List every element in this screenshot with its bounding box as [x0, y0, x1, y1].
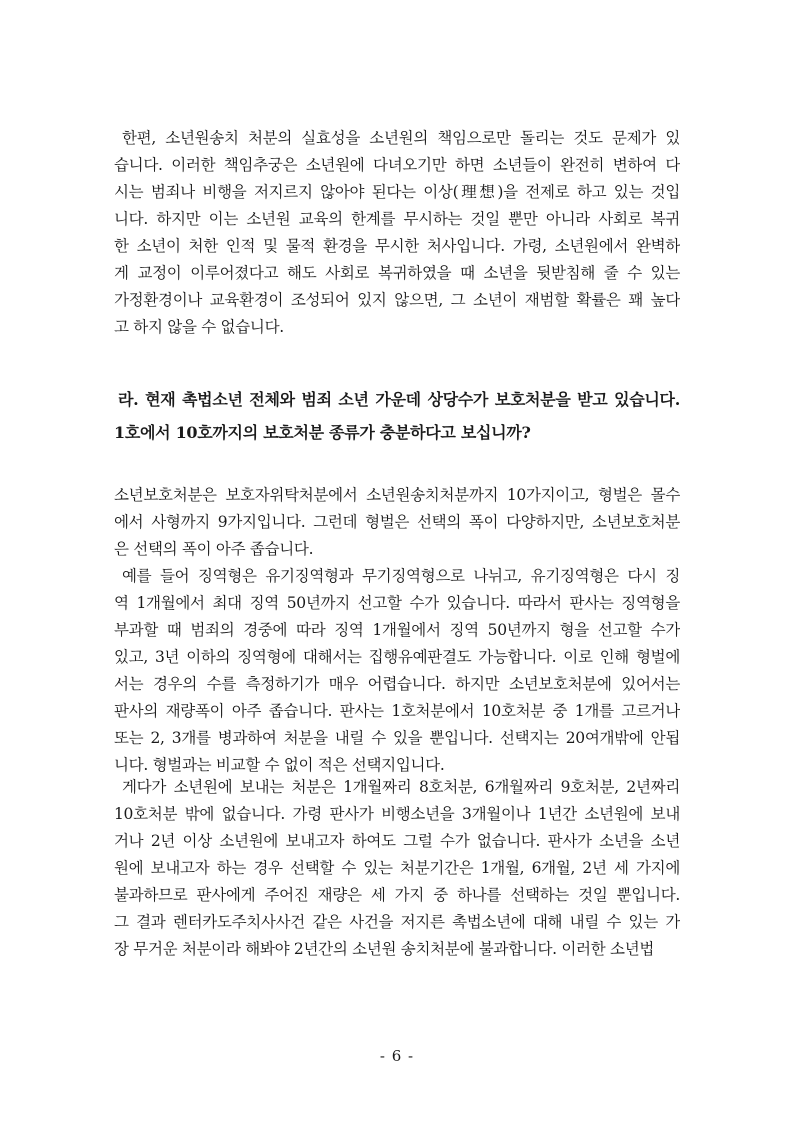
- heading-line: 1호에서 10호까지의 보호처분 종류가 충분하다고 보십니까?: [114, 423, 531, 442]
- text-line: 니다. 하지만 이는 소년원 교육의 한계를 무시하는 것일 뿐만 아니라 사회로 복귀: [114, 210, 680, 228]
- text-line: 장 무거운 처분이라 해봐야 2년간의 소년원 송치처분에 불과합니다. 이러한 소년법: [114, 940, 655, 958]
- text-line: 한 소년이 처한 인적 및 물적 환경을 무시한 처사입니다. 가령, 소년원에서 완벽하: [114, 237, 680, 255]
- heading-line: 라. 현재 촉법소년 전체와 범죄 소년 가운데 상당수가 보호처분을 받고 있습니다.: [118, 390, 680, 409]
- text-line: 그 결과 렌터카도주치사사건 같은 사건을 저지른 촉법소년에 대해 내릴 수 있는 가: [114, 913, 680, 931]
- text-line: 불과하므로 판사에게 주어진 재량은 세 가지 중 하나를 선택하는 것일 뿐입니다.: [114, 886, 680, 904]
- text-line: 역 1개월에서 최대 징역 50년까지 선고할 수가 있습니다. 따라서 판사는 징역형을: [114, 594, 680, 612]
- text-line: 은 선택의 폭이 아주 좁습니다.: [114, 540, 314, 558]
- text-line: 에서 사형까지 9가지입니다. 그런데 형벌은 선택의 폭이 다양하지만, 소년보호처분: [114, 513, 680, 531]
- text-line: 한편, 소년원송치 처분의 실효성을 소년원의 책임으로만 돌리는 것도 문제가 있: [122, 129, 680, 147]
- text-line: 또는 2, 3개를 병과하여 처분을 내릴 수 있을 뿐입니다. 선택지는 20여개밖에 안됩: [114, 729, 680, 747]
- text-line: 예를 들어 징역형은 유기징역형과 무기징역형으로 나뉘고, 유기징역형은 다시 징: [122, 567, 680, 585]
- text-line: 있고, 3년 이하의 징역형에 대해서는 집행유예판결도 가능합니다. 이로 인해 형벌에: [114, 648, 680, 666]
- text-line: 원에 보내고자 하는 경우 선택할 수 있는 처분기간은 1개월, 6개월, 2년 세 가지에: [114, 859, 680, 877]
- text-line: 시는 범죄나 비행을 저지르지 않아야 된다는 이상(理想)을 전제로 하고 있는 것입: [114, 183, 680, 201]
- text-line: 판사의 재량폭이 아주 좁습니다. 판사는 1호처분에서 10호처분 중 1개를 고르거나: [114, 702, 680, 720]
- text-line: 습니다. 이러한 책임추궁은 소년원에 다녀오기만 하면 소년들이 완전히 변하여 다: [114, 156, 680, 174]
- text-line: 거나 2년 이상 소년원에 보내고자 하여도 그럴 수가 없습니다. 판사가 소년을 소년: [114, 832, 680, 850]
- text-line: 10호처분 밖에 없습니다. 가령 판사가 비행소년을 3개월이나 1년간 소년원에 보내: [114, 805, 680, 823]
- text-line: 가정환경이나 교육환경이 조성되어 있지 않으면, 그 소년이 재범할 확률은 꽤 높다: [114, 291, 680, 309]
- text-line: 서는 경우의 수를 측정하기가 매우 어렵습니다. 하지만 소년보호처분에 있어서는: [114, 675, 680, 693]
- text-line: 부과할 때 범죄의 경중에 따라 징역 1개월에서 징역 50년까지 형을 선고할 수가: [114, 621, 680, 639]
- text-line: 소년보호처분은 보호자위탁처분에서 소년원송치처분까지 10가지이고, 형벌은 몰수: [114, 486, 680, 504]
- text-line: 게 교정이 이루어졌다고 해도 사회로 복귀하였을 때 소년을 뒷받침해 줄 수 있는: [114, 264, 680, 282]
- text-line: 니다. 형벌과는 비교할 수 없이 적은 선택지입니다.: [114, 756, 445, 774]
- text-line: 게다가 소년원에 보내는 처분은 1개월짜리 8호처분, 6개월짜리 9호처분, 2년짜리: [122, 778, 680, 796]
- text-line: 고 하지 않을 수 없습니다.: [114, 318, 284, 336]
- page-number: - 6 -: [379, 1047, 415, 1065]
